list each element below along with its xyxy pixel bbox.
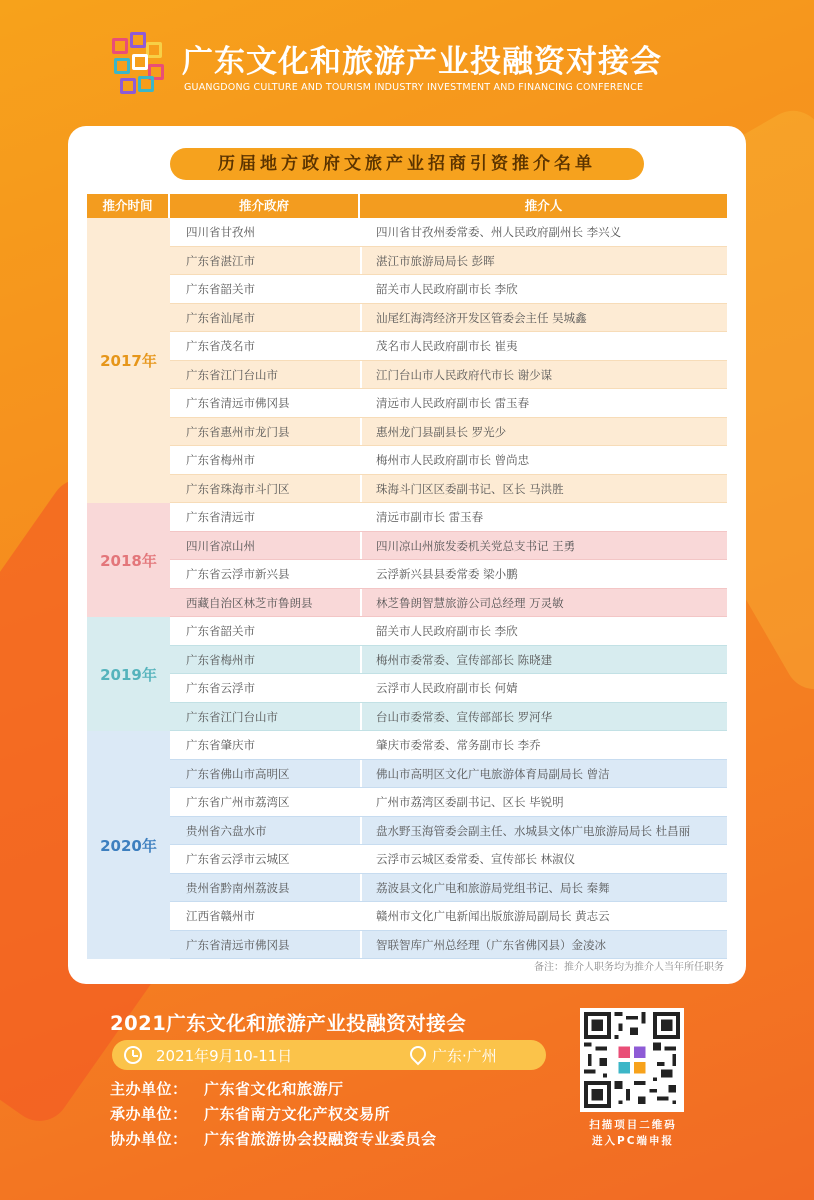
person-cell: 湛江市旅游局局长 彭晖 — [360, 247, 727, 275]
government-cell: 西藏自治区林芝市鲁朗县 — [186, 595, 313, 610]
table-row — [170, 788, 727, 817]
person-cell: 云浮市云城区委常委、宣传部长 林淑仪 — [360, 845, 727, 873]
header — [110, 28, 710, 108]
person-cell: 清远市人民政府副市长 雷玉春 — [360, 389, 727, 417]
header-subtitle: GUANGDONG CULTURE AND TOURISM INDUSTRY INVESTMENT AND FINANCING CONFERENCE — [184, 82, 644, 93]
government-cell: 广东省珠海市斗门区 — [186, 481, 290, 496]
table-row — [170, 560, 727, 589]
qr-caption-scan: 扫描项目二维码 — [589, 1119, 677, 1131]
table-row — [170, 532, 727, 561]
location-pin-icon — [407, 1043, 430, 1066]
government-cell: 广东省江门台山市 — [186, 709, 278, 724]
organizer-co — [110, 1128, 437, 1149]
person-cell: 珠海斗门区区委副书记、区长 马洪胜 — [360, 475, 727, 503]
government-cell: 广东省梅州市 — [186, 652, 255, 667]
header-title: 广东文化和旅游产业投融资对接会 — [182, 44, 662, 80]
person-cell: 四川省甘孜州委常委、州人民政府副州长 李兴义 — [360, 218, 727, 246]
qr-code-icon — [584, 1012, 680, 1108]
person-cell: 盘水野玉海管委会副主任、水城县文体广电旅游局局长 杜昌丽 — [360, 817, 727, 845]
person-cell: 惠州龙门县副县长 罗光少 — [360, 418, 727, 446]
table-row — [170, 446, 727, 475]
person-cell: 广州市荔湾区委副书记、区长 毕锐明 — [360, 788, 727, 816]
organizer-value: 广东省旅游协会投融资专业委员会 — [204, 1130, 437, 1148]
government-cell: 广东省韶关市 — [186, 282, 255, 296]
table-row — [170, 931, 727, 960]
organizer-label: 协办单位： — [110, 1130, 188, 1148]
person-cell: 荔波县文化广电和旅游局党组书记、局长 秦舞 — [360, 874, 727, 902]
table-row — [170, 674, 727, 703]
person-cell: 云浮市人民政府副市长 何婧 — [360, 674, 727, 702]
table-row — [170, 902, 727, 931]
table-row — [170, 418, 727, 447]
table-row — [170, 731, 727, 760]
organizer-value: 广东省南方文化产权交易所 — [204, 1105, 391, 1123]
government-cell: 广东省云浮市新兴县 — [186, 567, 290, 581]
person-cell: 佛山市高明区文化广电旅游体育局副局长 曾洁 — [360, 760, 727, 788]
government-cell: 广东省湛江市 — [186, 253, 255, 268]
government-cell: 广东省佛山市高明区 — [186, 766, 290, 781]
government-cell: 广东省茂名市 — [186, 339, 255, 353]
column-header-person: 推介人 — [524, 198, 563, 213]
person-cell: 韶关市人民政府副市长 李欣 — [360, 617, 727, 645]
person-cell: 韶关市人民政府副市长 李欣 — [360, 275, 727, 303]
year-label: 2017年 — [87, 218, 170, 503]
card-title: 历届地方政府文旅产业招商引资推介名单 — [170, 148, 644, 180]
person-cell: 梅州市委常委、宣传部部长 陈晓建 — [360, 646, 727, 674]
year-label: 2019年 — [87, 617, 170, 731]
footer-title: 2021广东文化和旅游产业投融资对接会 — [110, 1012, 467, 1035]
table-row — [170, 845, 727, 874]
government-cell: 贵州省六盘水市 — [186, 823, 267, 838]
government-cell: 四川省甘孜州 — [186, 225, 255, 239]
conference-logo-icon — [110, 32, 166, 96]
government-cell: 广东省肇庆市 — [186, 738, 255, 752]
person-cell: 肇庆市委常委、常务副市长 李乔 — [360, 731, 727, 759]
table-header — [87, 194, 727, 218]
government-cell: 广东省梅州市 — [186, 453, 255, 467]
table-row — [170, 874, 727, 903]
person-cell: 四川凉山州旅发委机关党总支书记 王勇 — [360, 532, 727, 560]
qr-caption-enter: 进入PC端申报 — [592, 1135, 674, 1147]
table-row — [170, 304, 727, 333]
organizer-undertaker — [110, 1103, 390, 1124]
organizer-label: 主办单位： — [110, 1080, 188, 1098]
person-cell: 云浮新兴县县委常委 梁小鹏 — [360, 560, 727, 588]
table-row — [170, 218, 727, 247]
qr-code[interactable] — [580, 1008, 684, 1112]
table-row — [170, 646, 727, 675]
table-row — [170, 361, 727, 390]
government-cell: 贵州省黔南州荔波县 — [186, 880, 290, 895]
organizer-value: 广东省文化和旅游厅 — [204, 1080, 344, 1098]
table-row — [170, 503, 727, 532]
table-row — [170, 389, 727, 418]
year-label: 2020年 — [87, 731, 170, 959]
government-cell: 四川省凉山州 — [186, 538, 255, 553]
government-cell: 广东省清远市佛冈县 — [186, 937, 290, 952]
table-row — [170, 247, 727, 276]
person-cell: 智联智库广州总经理（广东省佛冈县）金凌冰 — [360, 931, 727, 959]
person-cell: 清远市副市长 雷玉春 — [360, 503, 727, 531]
government-cell: 广东省惠州市龙门县 — [186, 424, 290, 439]
table-row — [170, 617, 727, 646]
person-cell: 江门台山市人民政府代市长 谢少谋 — [360, 361, 727, 389]
table-note: 备注：推介人职务均为推介人当年所任职务 — [534, 962, 724, 973]
person-cell: 梅州市人民政府副市长 曾尚忠 — [360, 446, 727, 474]
person-cell: 林芝鲁朗智慧旅游公司总经理 万灵敏 — [360, 589, 727, 617]
table-row — [170, 475, 727, 504]
table-row — [170, 703, 727, 732]
column-header-time: 推介时间 — [87, 194, 170, 218]
event-info-pill — [112, 1040, 546, 1070]
table-row — [170, 275, 727, 304]
government-cell: 广东省清远市 — [186, 510, 255, 524]
table-row — [170, 760, 727, 789]
event-date: 2021年9月10-11日 — [156, 1047, 293, 1065]
government-cell: 广东省汕尾市 — [186, 310, 255, 325]
government-cell: 广东省云浮市云城区 — [186, 852, 290, 866]
year-group-2020 — [87, 731, 727, 959]
year-group-2018 — [87, 503, 727, 617]
year-group-2019 — [87, 617, 727, 731]
recommendation-card — [68, 126, 746, 984]
organizer-label: 承办单位： — [110, 1105, 188, 1123]
person-cell: 汕尾红海湾经济开发区管委会主任 吴城鑫 — [360, 304, 727, 332]
table-row — [170, 332, 727, 361]
government-cell: 广东省韶关市 — [186, 624, 255, 638]
year-label: 2018年 — [87, 503, 170, 617]
organizer-host — [110, 1078, 344, 1099]
government-cell: 广东省清远市佛冈县 — [186, 396, 290, 410]
government-cell: 广东省云浮市 — [186, 681, 255, 695]
table-row — [170, 589, 727, 618]
year-group-2017 — [87, 218, 727, 503]
table-row — [170, 817, 727, 846]
column-header-government: 推介政府 — [170, 194, 360, 218]
clock-icon — [124, 1046, 142, 1064]
government-cell: 广东省江门台山市 — [186, 367, 278, 382]
recommendation-table — [87, 194, 727, 959]
person-cell: 台山市委常委、宣传部部长 罗河华 — [360, 703, 727, 731]
person-cell: 赣州市文化广电新闻出版旅游局副局长 黄志云 — [360, 902, 727, 930]
event-location: 广东·广州 — [432, 1047, 497, 1065]
government-cell: 江西省赣州市 — [186, 909, 255, 923]
government-cell: 广东省广州市荔湾区 — [186, 795, 290, 809]
person-cell: 茂名市人民政府副市长 崔夷 — [360, 332, 727, 360]
